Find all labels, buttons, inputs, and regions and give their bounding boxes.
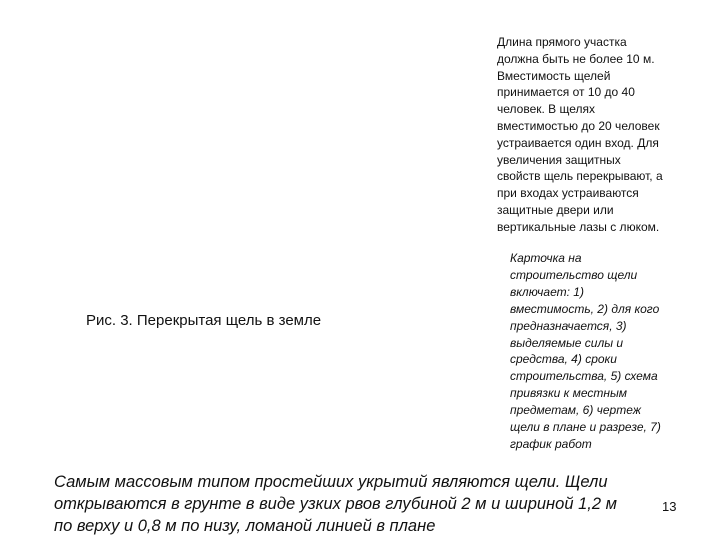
card-line: включает: 1) xyxy=(510,284,584,299)
description-line: при входах устраиваются xyxy=(497,186,639,201)
summary-line: по верху и 0,8 м по низу, ломаной линией в плане xyxy=(54,517,436,535)
shelter-description-text xyxy=(497,34,703,236)
description-line: вместимостью до 20 человек xyxy=(497,118,660,133)
card-line: строительство щели xyxy=(510,267,638,282)
description-line: человек. В щелях xyxy=(497,102,596,117)
description-line: защитные двери или xyxy=(497,202,614,217)
page-number: 13 xyxy=(662,499,677,514)
card-line: привязки к местным xyxy=(510,386,628,401)
description-line: свойств щель перекрывают, а xyxy=(497,169,663,184)
summary-line: Самым массовым типом простейших укрытий являются щели. Щели xyxy=(54,473,608,491)
summary-line: открываются в грунте в виде узких рвов глубиной 2 м и шириной 1,2 м xyxy=(54,495,617,513)
card-line: предназначается, 3) xyxy=(510,318,627,333)
card-line: щели в плане и разрезе, 7) xyxy=(510,420,661,435)
description-line: вертикальные лазы с люком. xyxy=(497,219,660,234)
description-line: устраивается один вход. Для xyxy=(497,135,659,150)
description-line: Длина прямого участка xyxy=(497,35,627,49)
description-line: Вместимость щелей xyxy=(497,68,611,83)
card-line: выделяемые силы и xyxy=(510,335,624,350)
construction-card-text xyxy=(510,250,706,453)
card-line: Карточка на xyxy=(510,251,582,265)
card-line: предметам, 6) чертеж xyxy=(510,403,641,418)
figure-caption: Рис. 3. Перекрытая щель в земле xyxy=(86,312,322,329)
card-line: строительства, 5) схема xyxy=(510,369,658,384)
card-line: средства, 4) сроки xyxy=(510,352,617,367)
card-line: график работ xyxy=(510,436,592,451)
description-line: должна быть не более 10 м. xyxy=(497,51,655,66)
card-line: вместимость, 2) для кого xyxy=(510,301,660,316)
description-line: принимается от 10 до 40 xyxy=(497,85,635,100)
summary-text xyxy=(54,471,684,537)
description-line: увеличения защитных xyxy=(497,152,621,167)
